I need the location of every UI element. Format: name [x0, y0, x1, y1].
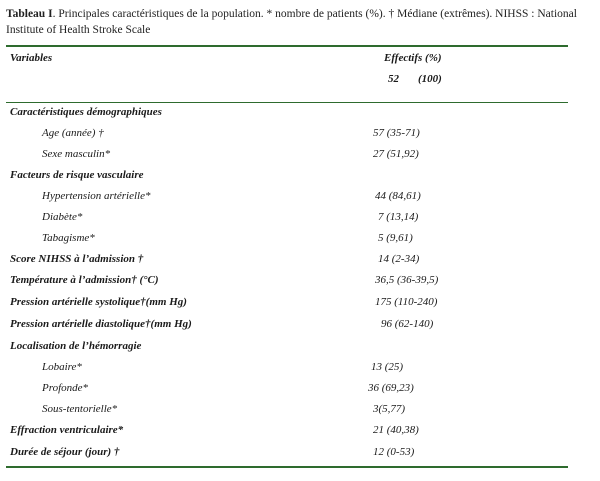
row-label: Profonde*	[42, 382, 89, 394]
table-row	[0, 106, 600, 122]
row-value: 14 (2-34)	[378, 253, 420, 265]
caption-label: Tableau I	[6, 8, 53, 20]
row-value: 36 (69,23)	[368, 382, 414, 394]
header-total-pct: (100)	[418, 73, 442, 85]
table-row	[0, 211, 600, 227]
header-total-n: 52	[388, 73, 399, 85]
table-row	[0, 318, 600, 334]
row-value: 13 (25)	[371, 361, 404, 373]
table-row	[0, 361, 600, 377]
row-value: 57 (35-71)	[373, 127, 420, 139]
row-label: Tabagisme*	[42, 232, 95, 244]
row-value: 21 (40,38)	[373, 424, 419, 436]
header-effectifs: Effectifs (%)	[384, 52, 442, 64]
table-row	[0, 296, 600, 312]
row-label: Durée de séjour (jour) †	[10, 446, 120, 458]
table-row	[0, 232, 600, 248]
table-caption	[6, 6, 586, 38]
row-value: 7 (13,14)	[378, 211, 419, 223]
section-label: Localisation de l’hémorragie	[10, 340, 142, 352]
table-row	[0, 148, 600, 164]
row-value: 3(5,77)	[373, 403, 406, 415]
row-label: Lobaire*	[42, 361, 82, 373]
table-row	[0, 169, 600, 185]
row-label: Sous-tentorielle*	[42, 403, 118, 415]
table-row	[0, 340, 600, 356]
row-label: Age (année) †	[42, 127, 104, 139]
caption-text: . Principales caractéristiques de la population. * nombre de patients (%). † Médiane (extrêmes). NIHSS : National Institute of Health Stroke Scale	[6, 8, 577, 36]
row-value: 36,5 (36-39,5)	[375, 274, 439, 286]
table-row	[0, 424, 600, 440]
row-label: Pression artérielle diastolique†(mm Hg)	[10, 318, 192, 330]
row-value: 44 (84,61)	[375, 190, 421, 202]
row-value: 12 (0-53)	[373, 446, 415, 458]
table-row	[0, 403, 600, 419]
row-label: Hypertension artérielle*	[42, 190, 151, 202]
header-variables: Variables	[10, 52, 53, 64]
row-value: 175 (110-240)	[375, 296, 438, 308]
header-rule	[6, 102, 568, 103]
row-label: Score NIHSS à l’admission †	[10, 253, 144, 265]
row-label: Sexe masculin*	[42, 148, 111, 160]
section-label: Caractéristiques démographiques	[10, 106, 162, 118]
row-value: 96 (62-140)	[381, 318, 434, 330]
row-value: 27 (51,92)	[373, 148, 419, 160]
table-row	[0, 382, 600, 398]
row-label: Effraction ventriculaire*	[10, 424, 124, 436]
table-row	[0, 274, 600, 290]
row-label: Pression artérielle systolique†(mm Hg)	[10, 296, 187, 308]
row-label: Diabète*	[42, 211, 83, 223]
table-row	[0, 190, 600, 206]
top-rule	[6, 45, 568, 47]
table-row	[0, 127, 600, 143]
section-label: Facteurs de risque vasculaire	[10, 169, 144, 181]
table-row	[0, 446, 600, 462]
row-label: Température à l’admission† (°C)	[10, 274, 159, 286]
row-value: 5 (9,61)	[378, 232, 413, 244]
table-row	[0, 253, 600, 269]
bottom-rule	[6, 466, 568, 468]
